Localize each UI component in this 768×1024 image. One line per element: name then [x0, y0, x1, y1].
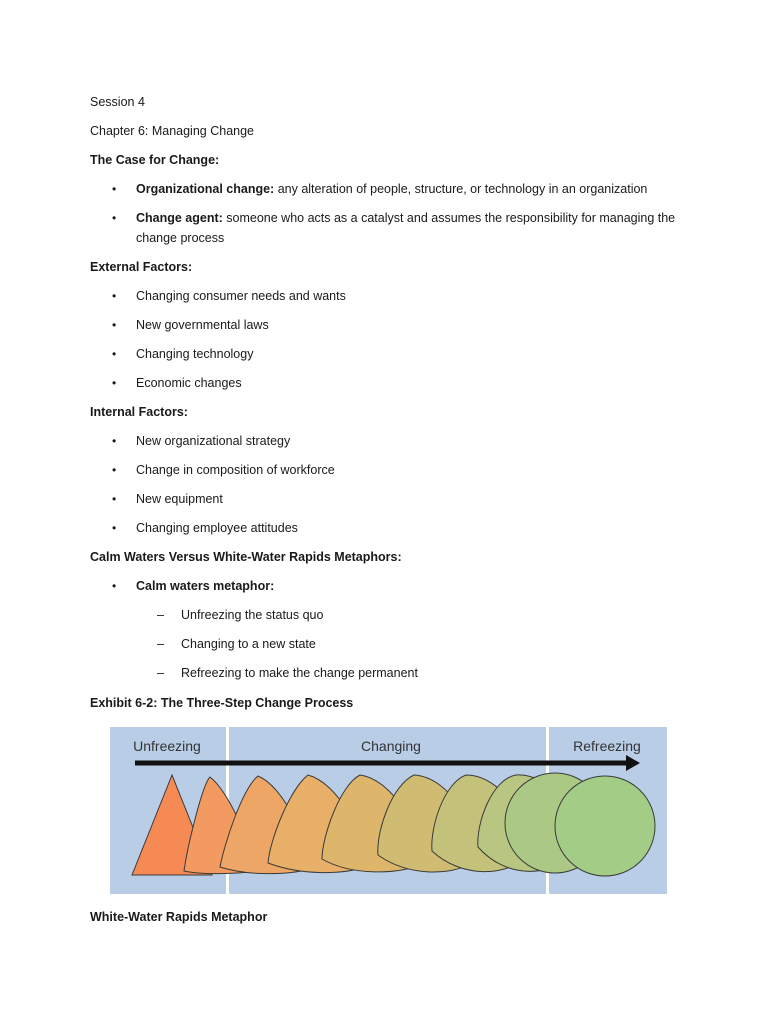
chapter-title: Chapter 6: Managing Change: [90, 124, 255, 138]
dash-marker: –: [157, 666, 164, 680]
unfreezing-label: Unfreezing: [133, 738, 201, 754]
bullet-dot: •: [112, 521, 117, 535]
list-item-calm-waters: Calm waters metaphor:: [136, 579, 275, 593]
dash-marker: –: [157, 608, 164, 622]
list-item: New equipment: [136, 492, 223, 506]
list-item: New governmental laws: [136, 318, 269, 332]
dash-marker: –: [157, 637, 164, 651]
list-item: Changing employee attitudes: [136, 521, 298, 535]
case-for-change-heading: The Case for Change:: [90, 153, 220, 167]
bullet-dot: •: [112, 463, 117, 477]
changing-label: Changing: [361, 738, 421, 754]
sub-item: Refreezing to make the change permanent: [181, 666, 418, 680]
list-item: Changing technology: [136, 347, 254, 361]
refreezing-label: Refreezing: [573, 738, 641, 754]
list-item: Changing consumer needs and wants: [136, 289, 346, 303]
bullet-dot: •: [112, 434, 117, 448]
bullet-dot: •: [112, 211, 117, 225]
list-item: Economic changes: [136, 376, 242, 390]
term: Change agent:: [136, 211, 223, 225]
list-item: Change in composition of workforce: [136, 463, 335, 477]
bullet-dot: •: [112, 182, 117, 196]
definition: someone who acts as a catalyst and assumes the responsibility for managing the: [222, 211, 676, 225]
list-item: New organizational strategy: [136, 434, 291, 448]
metaphors-heading: Calm Waters Versus White-Water Rapids Metaphors:: [90, 550, 402, 564]
exhibit-title: Exhibit 6-2: The Three-Step Change Process: [90, 696, 354, 710]
term: Organizational change:: [136, 182, 275, 196]
list-item-org-change: [136, 181, 647, 197]
list-item-change-agent: [136, 210, 675, 226]
bullet-dot: •: [112, 579, 117, 593]
internal-factors-heading: Internal Factors:: [90, 405, 188, 419]
bullet-dot: •: [112, 289, 117, 303]
bullet-dot: •: [112, 376, 117, 390]
session-label: Session 4: [90, 95, 145, 109]
external-factors-heading: External Factors:: [90, 260, 193, 274]
bullet-dot: •: [112, 347, 117, 361]
sub-item: Unfreezing the status quo: [181, 608, 324, 622]
bullet-dot: •: [112, 492, 117, 506]
three-step-change-diagram: [110, 727, 667, 894]
bullet-dot: •: [112, 318, 117, 332]
circle-shape: [555, 776, 655, 876]
white-water-heading: White-Water Rapids Metaphor: [90, 910, 268, 924]
definition: any alteration of people, structure, or technology in an organization: [274, 182, 648, 196]
list-item-change-agent-cont: change process: [136, 231, 225, 245]
sub-item: Changing to a new state: [181, 637, 316, 651]
